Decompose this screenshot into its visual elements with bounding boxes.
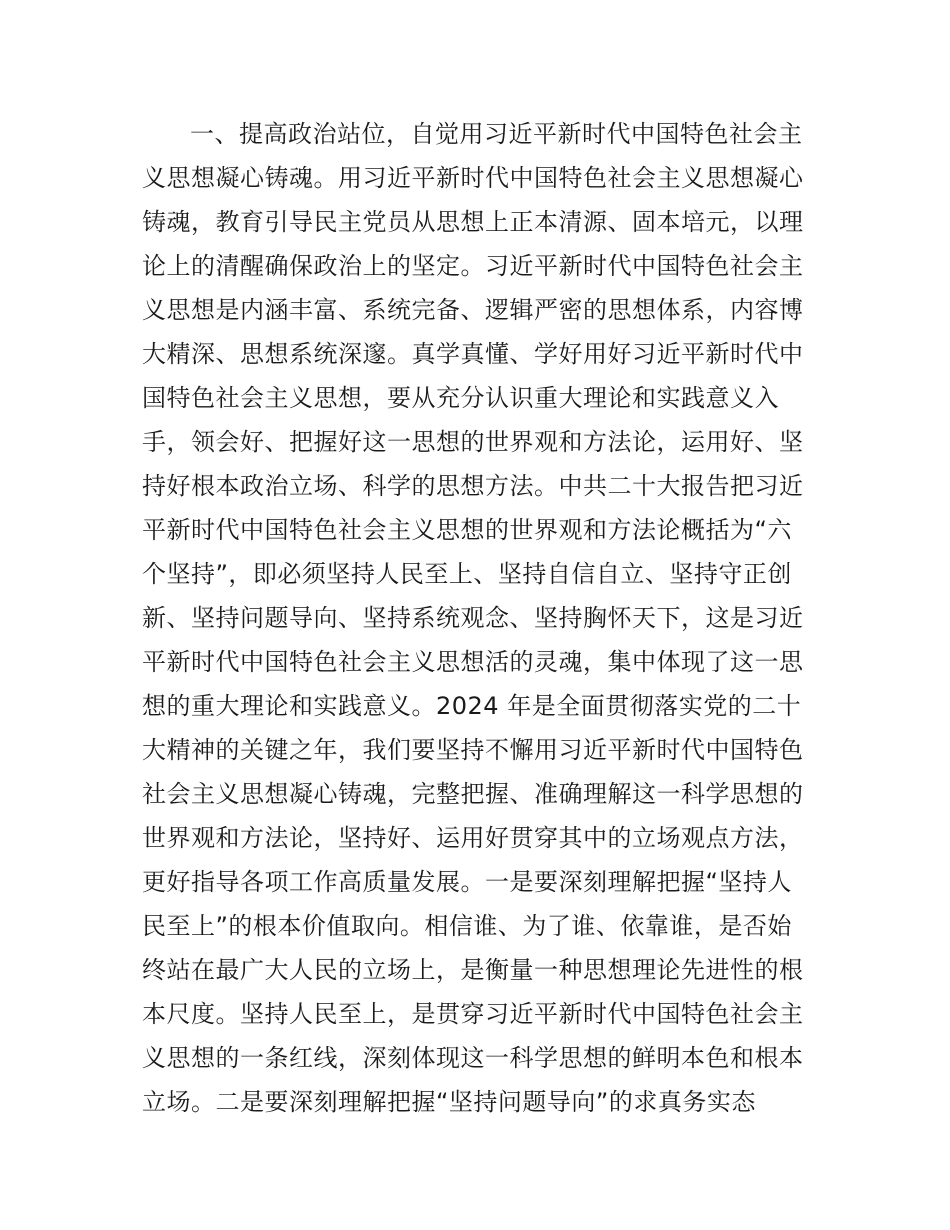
paragraph-line: 论上的清醒确保政治上的坚定。习近平新时代中国特色社会主: [142, 252, 804, 280]
paragraph-line: 义思想的一条红线，深刻体现这一科学思想的鲜明本色和根本: [142, 1044, 804, 1072]
paragraph-line: 义思想凝心铸魂。用习近平新时代中国特色社会主义思想凝心: [142, 164, 804, 192]
paragraph-line: 立场。二是要深刻理解把握“坚持问题导向”的求真务实态: [142, 1088, 756, 1116]
paragraph-line: 本尺度。坚持人民至上，是贯穿习近平新时代中国特色社会主: [142, 1000, 804, 1028]
paragraph-line: 一、提高政治站位，自觉用习近平新时代中国特色社会主: [190, 120, 803, 148]
paragraph-line: 新、坚持问题导向、坚持系统观念、坚持胸怀天下，这是习近: [142, 604, 804, 632]
paragraph-line: 平新时代中国特色社会主义思想的世界观和方法论概括为“六: [142, 516, 792, 544]
paragraph-line: 手，领会好、把握好这一思想的世界观和方法论，运用好、坚: [142, 428, 804, 456]
paragraph-line: 铸魂，教育引导民主党员从思想上正本清源、固本培元，以理: [142, 208, 804, 236]
paragraph-line: 持好根本政治立场、科学的思想方法。中共二十大报告把习近: [142, 472, 804, 500]
paragraph-line: 终站在最广大人民的立场上，是衡量一种思想理论先进性的根: [142, 956, 804, 984]
paragraph-line: 世界观和方法论，坚持好、运用好贯穿其中的立场观点方法，: [142, 824, 804, 852]
paragraph-line: 社会主义思想凝心铸魂，完整把握、准确理解这一科学思想的: [142, 780, 804, 808]
paragraph-line: 个坚持”，即必须坚持人民至上、坚持自信自立、坚持守正创: [142, 560, 792, 588]
paragraph-line: 平新时代中国特色社会主义思想活的灵魂，集中体现了这一思: [142, 648, 804, 676]
paragraph-line: 更好指导各项工作高质量发展。一是要深刻理解把握“坚持人: [142, 868, 792, 896]
paragraph-line: 大精神的关键之年，我们要坚持不懈用习近平新时代中国特色: [142, 736, 804, 764]
paragraph-line: 大精深、思想系统深邃。真学真懂、学好用好习近平新时代中: [142, 340, 804, 368]
paragraph-line: 想的重大理论和实践意义。2024 年是全面贯彻落实党的二十: [142, 692, 802, 720]
paragraph-line: 国特色社会主义思想，要从充分认识重大理论和实践意义入: [142, 384, 779, 412]
paragraph-line: 义思想是内涵丰富、系统完备、逻辑严密的思想体系，内容博: [142, 296, 804, 324]
paragraph-line: 民至上”的根本价值取向。相信谁、为了谁、依靠谁，是否始: [142, 912, 792, 940]
